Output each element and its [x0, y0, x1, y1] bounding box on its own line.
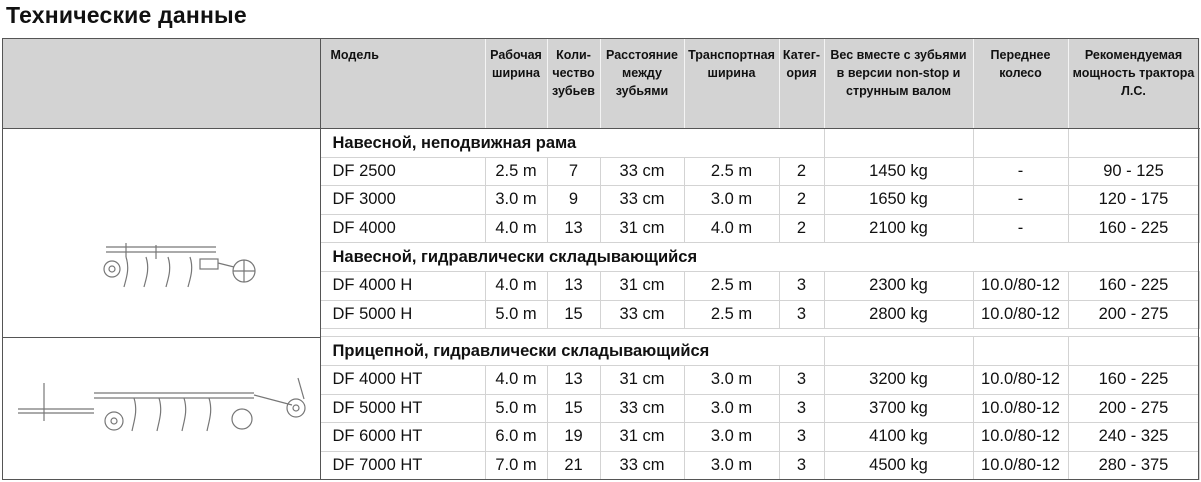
cell-model: DF 4000	[320, 214, 485, 243]
cell-width: 6.0 m	[485, 423, 547, 452]
cell-spacing: 33 cm	[600, 394, 684, 423]
cell-width: 5.0 m	[485, 394, 547, 423]
cell-transport: 4.0 m	[684, 214, 779, 243]
cell-power: 200 - 275	[1068, 394, 1199, 423]
cell-transport: 3.0 m	[684, 366, 779, 395]
cell-front-wheel: 10.0/80-12	[973, 394, 1068, 423]
section-title: Навесной, неподвижная рама	[320, 128, 779, 157]
cell-category: 2	[779, 214, 824, 243]
cell-transport: 3.0 m	[684, 394, 779, 423]
cell-width: 5.0 m	[485, 300, 547, 329]
cell-weight: 1450 kg	[824, 157, 973, 186]
cell-width: 4.0 m	[485, 366, 547, 395]
header-width: Рабочая ширина	[485, 38, 547, 128]
header-model: Модель	[320, 38, 485, 128]
cell-power: 160 - 225	[1068, 366, 1199, 395]
cell-model: DF 3000	[320, 186, 485, 215]
cell-power: 160 - 225	[1068, 272, 1199, 301]
cell-teeth: 13	[547, 214, 600, 243]
cell-model: DF 6000 HT	[320, 423, 485, 452]
cell-front-wheel: 10.0/80-12	[973, 451, 1068, 480]
cell-front-wheel: 10.0/80-12	[973, 300, 1068, 329]
cell-weight: 3200 kg	[824, 366, 973, 395]
cell-spacing: 31 cm	[600, 272, 684, 301]
cell-front-wheel: -	[973, 186, 1068, 215]
cell-front-wheel: 10.0/80-12	[973, 272, 1068, 301]
cell-weight: 2300 kg	[824, 272, 973, 301]
cell-teeth: 15	[547, 394, 600, 423]
cell-teeth: 15	[547, 300, 600, 329]
cell-transport: 2.5 m	[684, 157, 779, 186]
header-power: Рекомендуемая мощность трактора Л.С.	[1068, 38, 1199, 128]
cell-model: DF 2500	[320, 157, 485, 186]
cell-front-wheel: -	[973, 157, 1068, 186]
cell-teeth: 9	[547, 186, 600, 215]
cell-width: 4.0 m	[485, 272, 547, 301]
cell-teeth: 13	[547, 272, 600, 301]
cell-spacing: 31 cm	[600, 366, 684, 395]
cell-width: 3.0 m	[485, 186, 547, 215]
cell-weight: 3700 kg	[824, 394, 973, 423]
cell-power: 90 - 125	[1068, 157, 1199, 186]
section-title: Навесной, гидравлически складывающийся	[320, 243, 1199, 272]
cell-model: DF 5000 HT	[320, 394, 485, 423]
cell-power: 120 - 175	[1068, 186, 1199, 215]
section-title: Прицепной, гидравлически складывающийся	[320, 337, 779, 366]
cell-width: 4.0 m	[485, 214, 547, 243]
cell-power: 200 - 275	[1068, 300, 1199, 329]
cell-transport: 3.0 m	[684, 186, 779, 215]
header-category: Катег- ория	[779, 38, 824, 128]
cell-model: DF 4000 HT	[320, 366, 485, 395]
cell-model: DF 4000 H	[320, 272, 485, 301]
header-weight: Вес вместе с зубьями в версии non-stop и струнным валом	[824, 38, 973, 128]
header-transport: Транспортная ширина	[684, 38, 779, 128]
cell-spacing: 31 cm	[600, 214, 684, 243]
header-spacing: Расстояние между зубьями	[600, 38, 684, 128]
cell-category: 3	[779, 451, 824, 480]
cell-power: 160 - 225	[1068, 214, 1199, 243]
cell-spacing: 33 cm	[600, 300, 684, 329]
page-title: Технические данные	[6, 2, 247, 28]
cell-front-wheel: -	[973, 214, 1068, 243]
cell-category: 3	[779, 423, 824, 452]
cell-transport: 2.5 m	[684, 300, 779, 329]
table-frame	[2, 38, 1199, 480]
cell-transport: 3.0 m	[684, 451, 779, 480]
cell-model: DF 5000 H	[320, 300, 485, 329]
cell-transport: 3.0 m	[684, 423, 779, 452]
cell-spacing: 33 cm	[600, 186, 684, 215]
cell-spacing: 33 cm	[600, 157, 684, 186]
header-front-wheel: Переднее колесо	[973, 38, 1068, 128]
cell-power: 280 - 375	[1068, 451, 1199, 480]
cell-teeth: 19	[547, 423, 600, 452]
cell-transport: 2.5 m	[684, 272, 779, 301]
cell-weight: 2100 kg	[824, 214, 973, 243]
cell-category: 3	[779, 366, 824, 395]
cell-front-wheel: 10.0/80-12	[973, 366, 1068, 395]
cell-weight: 4100 kg	[824, 423, 973, 452]
cell-model: DF 7000 HT	[320, 451, 485, 480]
cell-category: 3	[779, 272, 824, 301]
cell-category: 3	[779, 300, 824, 329]
cell-category: 2	[779, 186, 824, 215]
cell-teeth: 7	[547, 157, 600, 186]
cell-width: 2.5 m	[485, 157, 547, 186]
cell-weight: 4500 kg	[824, 451, 973, 480]
cell-weight: 1650 kg	[824, 186, 973, 215]
cell-front-wheel: 10.0/80-12	[973, 423, 1068, 452]
header-teeth: Коли- чество зубьев	[547, 38, 600, 128]
cell-width: 7.0 m	[485, 451, 547, 480]
cell-teeth: 21	[547, 451, 600, 480]
cell-category: 2	[779, 157, 824, 186]
cell-spacing: 31 cm	[600, 423, 684, 452]
cell-category: 3	[779, 394, 824, 423]
cell-power: 240 - 325	[1068, 423, 1199, 452]
cell-teeth: 13	[547, 366, 600, 395]
cell-spacing: 33 cm	[600, 451, 684, 480]
cell-weight: 2800 kg	[824, 300, 973, 329]
